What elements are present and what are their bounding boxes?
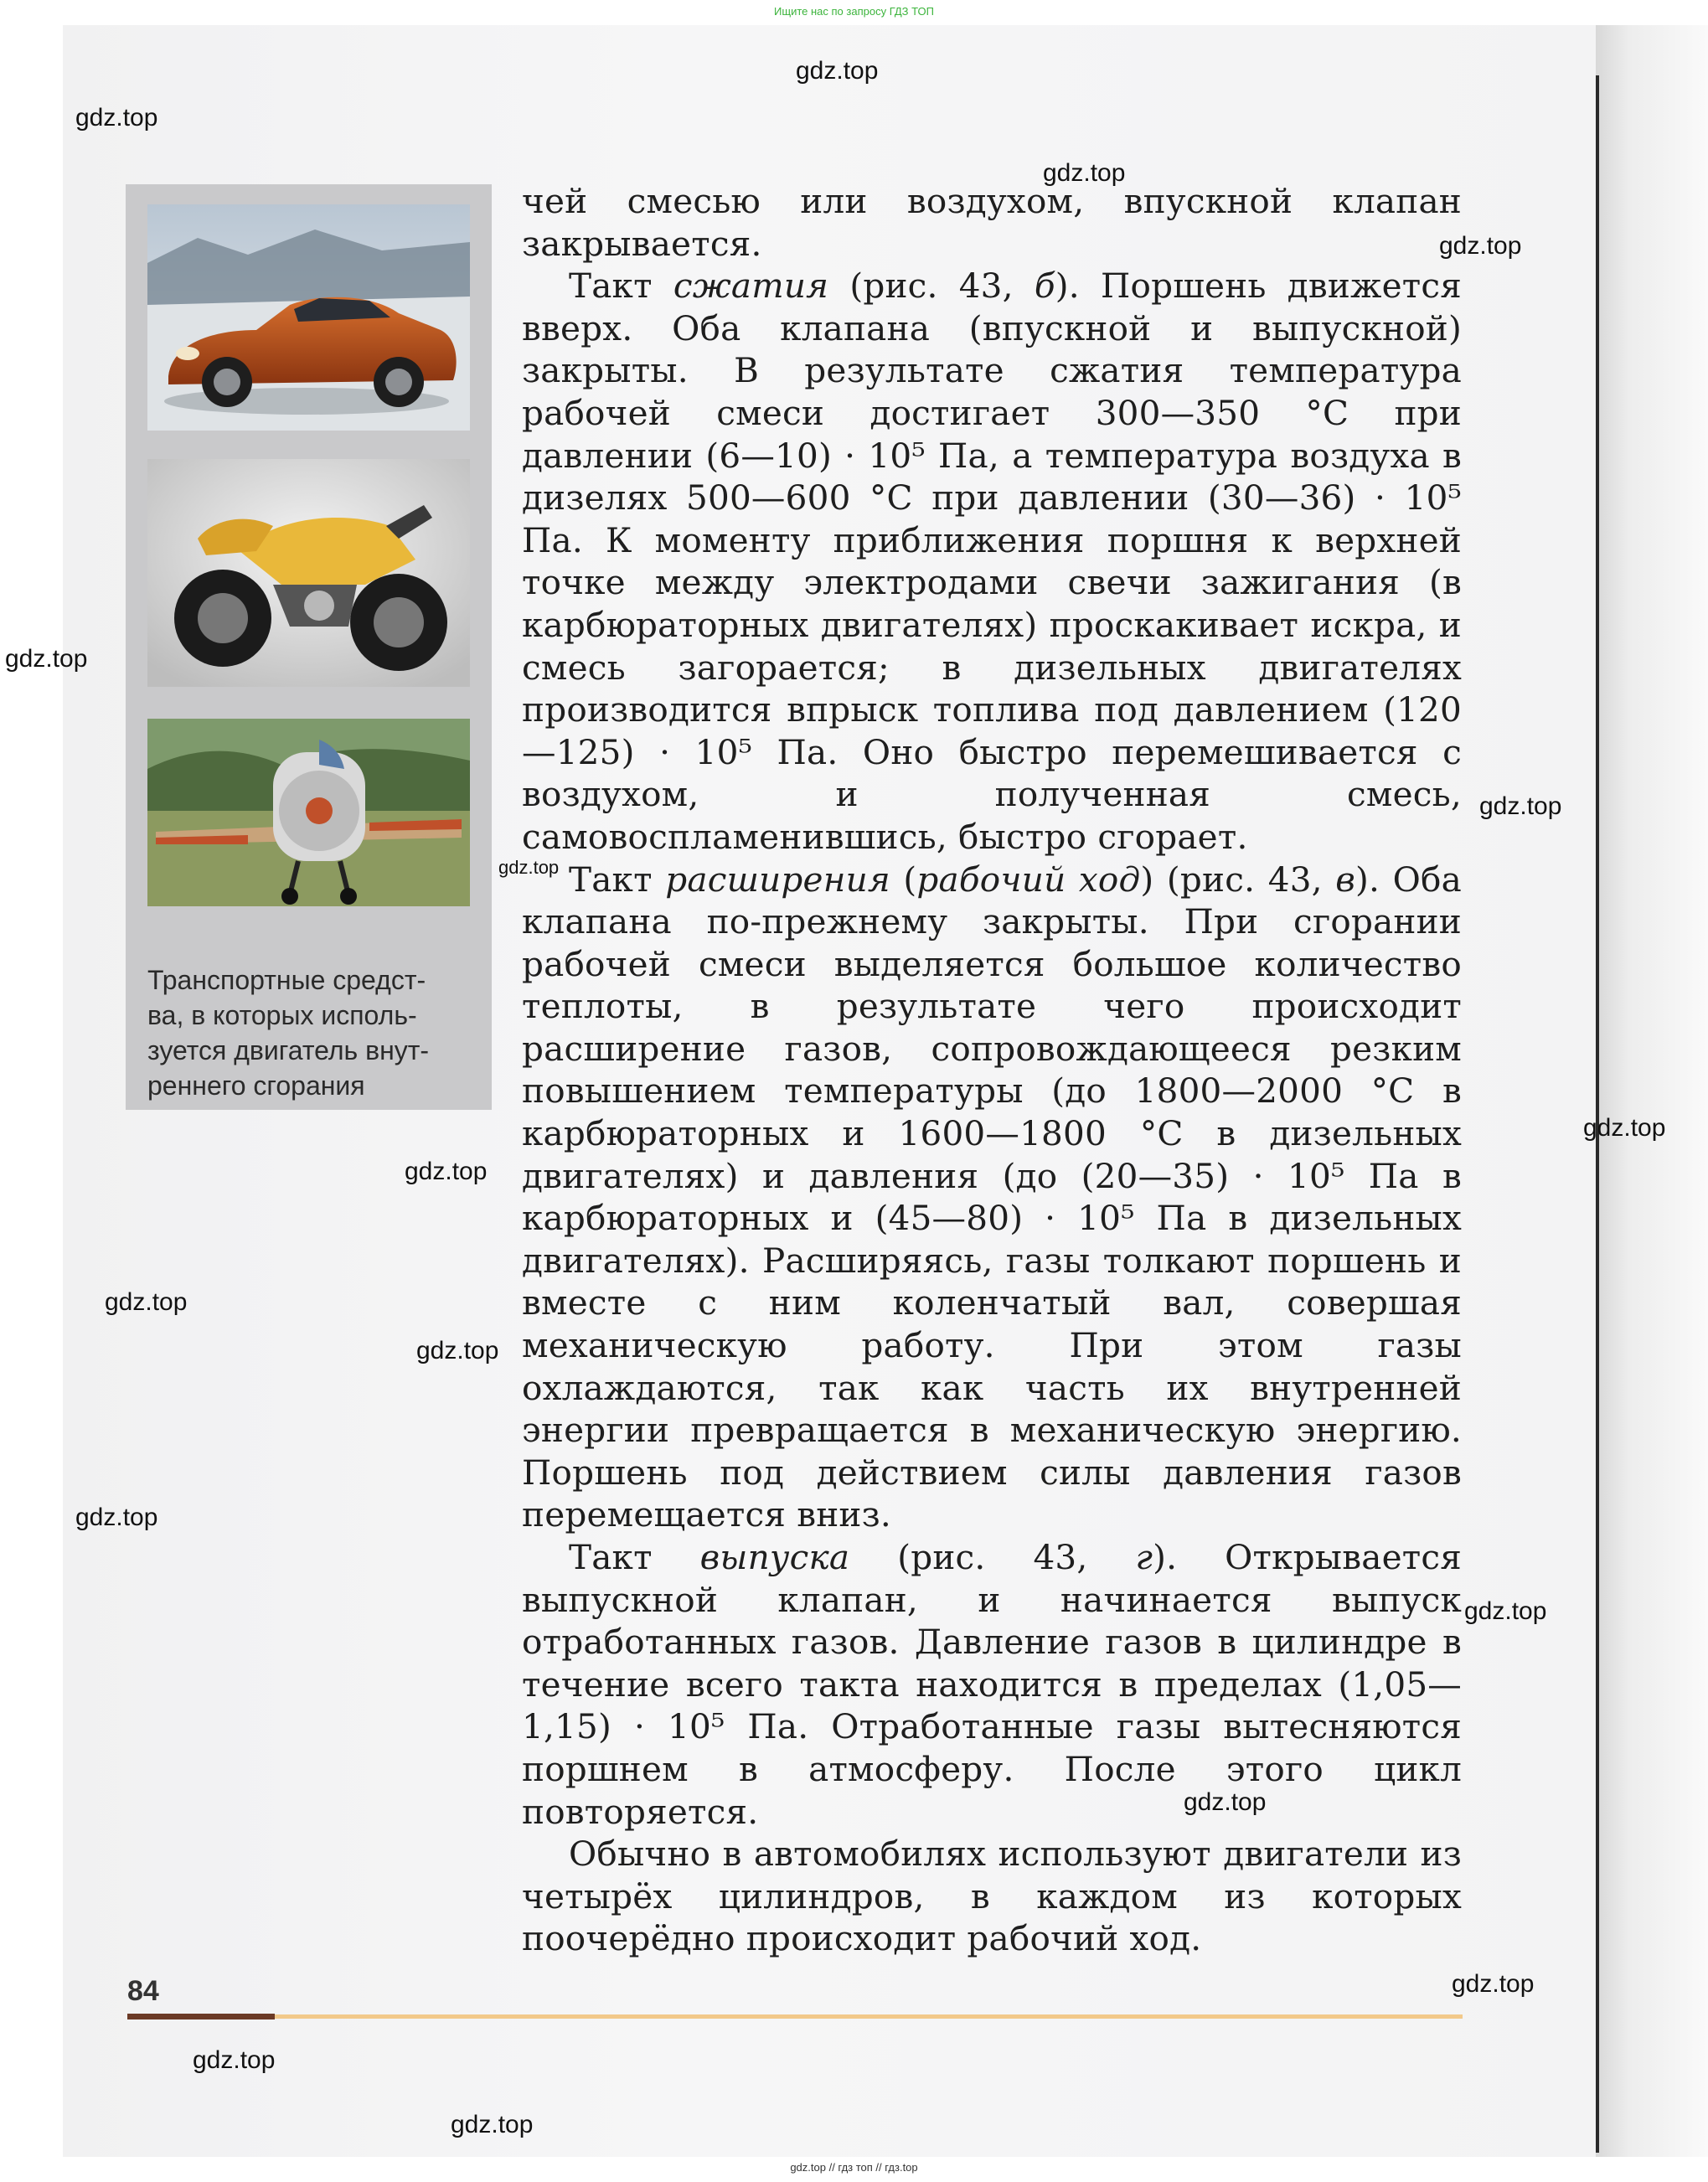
term-exhaust: выпуска <box>699 1537 850 1577</box>
term-expansion: расширения <box>665 859 890 900</box>
caption-line: Транспортные средст- <box>147 965 426 995</box>
watermark: gdz.top <box>193 2046 276 2074</box>
term-power-stroke: рабочий ход <box>916 859 1141 900</box>
airplane-photo <box>147 719 470 906</box>
main-text-column <box>522 180 1462 1960</box>
watermark: gdz.top <box>498 857 560 878</box>
paragraph-intake-end: чей смесью или воздухом, впускной клапан закрывается. <box>522 181 1462 264</box>
watermark: gdz.top <box>1479 792 1562 820</box>
car-photo <box>147 204 470 431</box>
sidebar-caption <box>147 962 482 1103</box>
watermark: gdz.top <box>1452 1970 1535 1998</box>
watermark: gdz.top <box>451 2111 534 2138</box>
watermark: gdz.top <box>1464 1597 1547 1625</box>
term-compression: сжатия <box>673 266 829 307</box>
photo-sidebar <box>126 184 492 1110</box>
paragraph-expansion: Такт расширения (рабочий ход) (рис. 43, в). Оба клапана по-прежнему закрыты. При сгорании рабочей смеси выделяется большое количество теплоты, в результате чего происходит расширение газов, сопровождающееся резким повышением температуры (до 1800—2000 °С в карбюраторных и 1600—1800 °С в дизельных двигателях) и давления (до (20—35) · 10⁵ Па в карбюраторных и (45—80) · 10⁵ Па в дизельных двигателях). Расширяясь, газы толкают поршень и вместе с ним коленчатый вал, совершая механическую работу. При этом газы охлаждаются, так как часть их внутренней энергии превращается в механическую энергию. Поршень под действием силы давления газов перемещается вниз. <box>522 859 1462 1535</box>
watermark: gdz.top <box>1583 1114 1666 1142</box>
watermark: gdz.top <box>75 104 158 132</box>
caption-line: реннего сгорания <box>147 1070 365 1101</box>
page-edge-shadow <box>1596 25 1708 2157</box>
bottom-rule <box>275 2014 1463 2019</box>
watermark: gdz.top <box>416 1337 499 1364</box>
watermark: gdz.top <box>405 1158 488 1185</box>
watermark: gdz.top <box>1043 159 1126 187</box>
page-number: 84 <box>127 1975 159 2007</box>
top-banner: Ищите нас по запросу ГДЗ ТОП <box>774 5 934 18</box>
bottom-rule-accent <box>127 2014 275 2020</box>
paragraph-exhaust: Такт выпуска (рис. 43, г). Открывается выпускной клапан, и начинается выпуск отработанных газов. Давление газов в цилиндре в течение всего такта находится в пределах (1,05—1,15) · 10⁵ Па. Отработанные газы вытесняются поршнем в атмосферу. После этого цикл повторяется. <box>522 1537 1462 1832</box>
footer-watermark: gdz.top // гдз топ // гдз.top <box>790 2161 918 2174</box>
watermark: gdz.top <box>105 1288 188 1316</box>
watermark: gdz.top <box>796 57 879 85</box>
watermark: gdz.top <box>1184 1788 1267 1816</box>
caption-line: ва, в которых исполь- <box>147 1000 417 1030</box>
paragraph-four-cylinders: Обычно в автомобилях используют двигатели из четырёх цилиндров, в каждом из которых поочерёдно происходит рабочий ход. <box>522 1834 1462 1959</box>
motorcycle-photo <box>147 459 470 687</box>
caption-line: зуется двигатель внут- <box>147 1035 430 1065</box>
watermark: gdz.top <box>1439 232 1522 260</box>
watermark: gdz.top <box>75 1504 158 1531</box>
paragraph-compression: Такт сжатия (рис. 43, б). Поршень движется вверх. Оба клапана (впускной и выпускной) закрыты. В результате сжатия температура рабочей смеси достигает 300—350 °С при давлении (6—10) · 10⁵ Па, а температура воздуха в дизелях 500—600 °С при давлении (30—36) · 10⁵ Па. К моменту приближения поршня к верхней точке между электродами свечи зажигания (в карбюраторных двигателях) проскакивает искра, и смесь загорается; в дизельных двигателях производится впрыск топлива под давлением (120—125) · 10⁵ Па. Оно быстро перемешивается с воздухом, и полученная смесь, самовоспламенившись, быстро сгорает. <box>522 266 1462 857</box>
watermark: gdz.top <box>5 645 88 673</box>
